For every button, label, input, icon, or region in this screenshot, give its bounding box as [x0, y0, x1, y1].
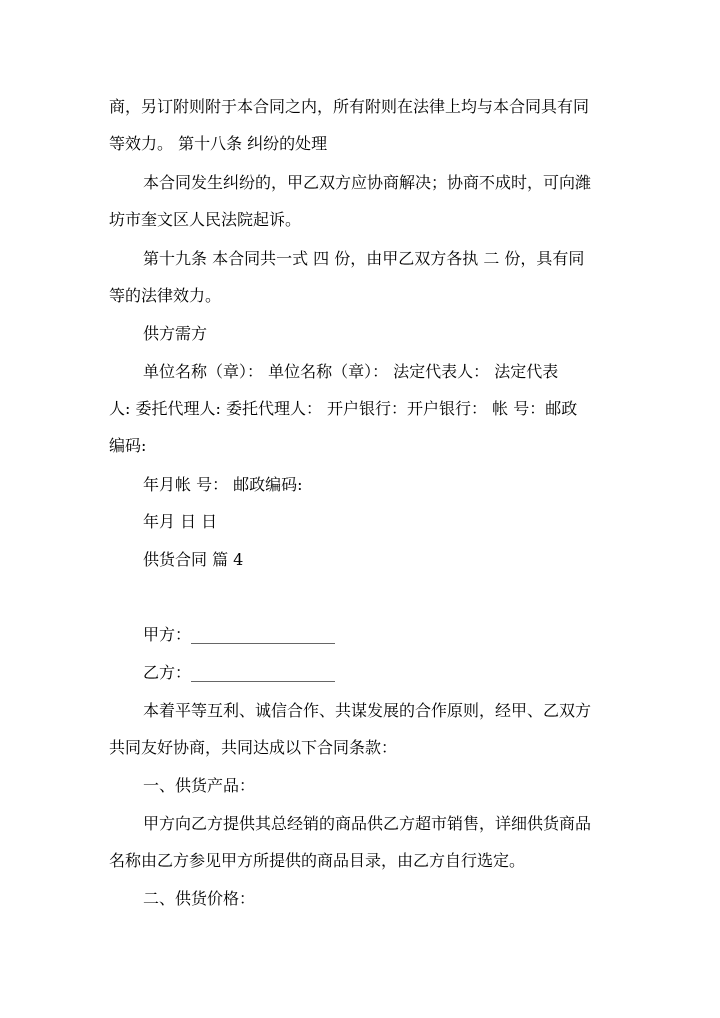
text-line: 一、供货产品：: [143, 776, 256, 795]
text-line: 等的法律效力。: [109, 286, 222, 305]
text-line: 单位名称（章）： 单位名称（章）： 法定代表人： 法定代表: [143, 362, 559, 381]
text-line: 商，另订附则附于本合同之内，所有附则在法律上均与本合同具有同: [109, 97, 590, 116]
text-line: 等效力。 第十八条 纠纷的处理: [109, 134, 328, 153]
text-line: 甲方：__________________: [143, 625, 336, 644]
text-line: 本合同发生纠纷的，甲乙双方应协商解决；协商不成时，可向潍: [143, 173, 592, 192]
text-line: 本着平等互利、诚信合作、共谋发展的合作原则，经甲、乙双方: [143, 701, 592, 720]
text-line: 供货合同 篇 4: [143, 550, 244, 569]
text-line: 供方需方: [143, 324, 208, 343]
text-line: 编码:: [109, 436, 147, 455]
text-line: 二、供货价格：: [143, 889, 256, 908]
text-line: 坊市奎文区人民法院起诉。: [109, 210, 302, 229]
text-line: 乙方：__________________: [143, 663, 336, 682]
text-line: 甲方向乙方提供其总经销的商品供乙方超市销售，详细供货商品: [143, 814, 592, 833]
text-line: 年月 日 日: [143, 512, 218, 531]
text-line: 人: 委托代理人: 委托代理人： 开户银行：开户银行： 帐 号：邮政: [109, 399, 578, 418]
text-line: 名称由乙方参见甲方所提供的商品目录，由乙方自行选定。: [109, 851, 526, 870]
text-line: 第十九条 本合同共一式 四 份，由甲乙双方各执 二 份，具有同: [143, 249, 585, 268]
text-line: 年月帐 号： 邮政编码:: [143, 475, 303, 494]
text-line: 共同友好协商，共同达成以下合同条款：: [109, 738, 398, 757]
